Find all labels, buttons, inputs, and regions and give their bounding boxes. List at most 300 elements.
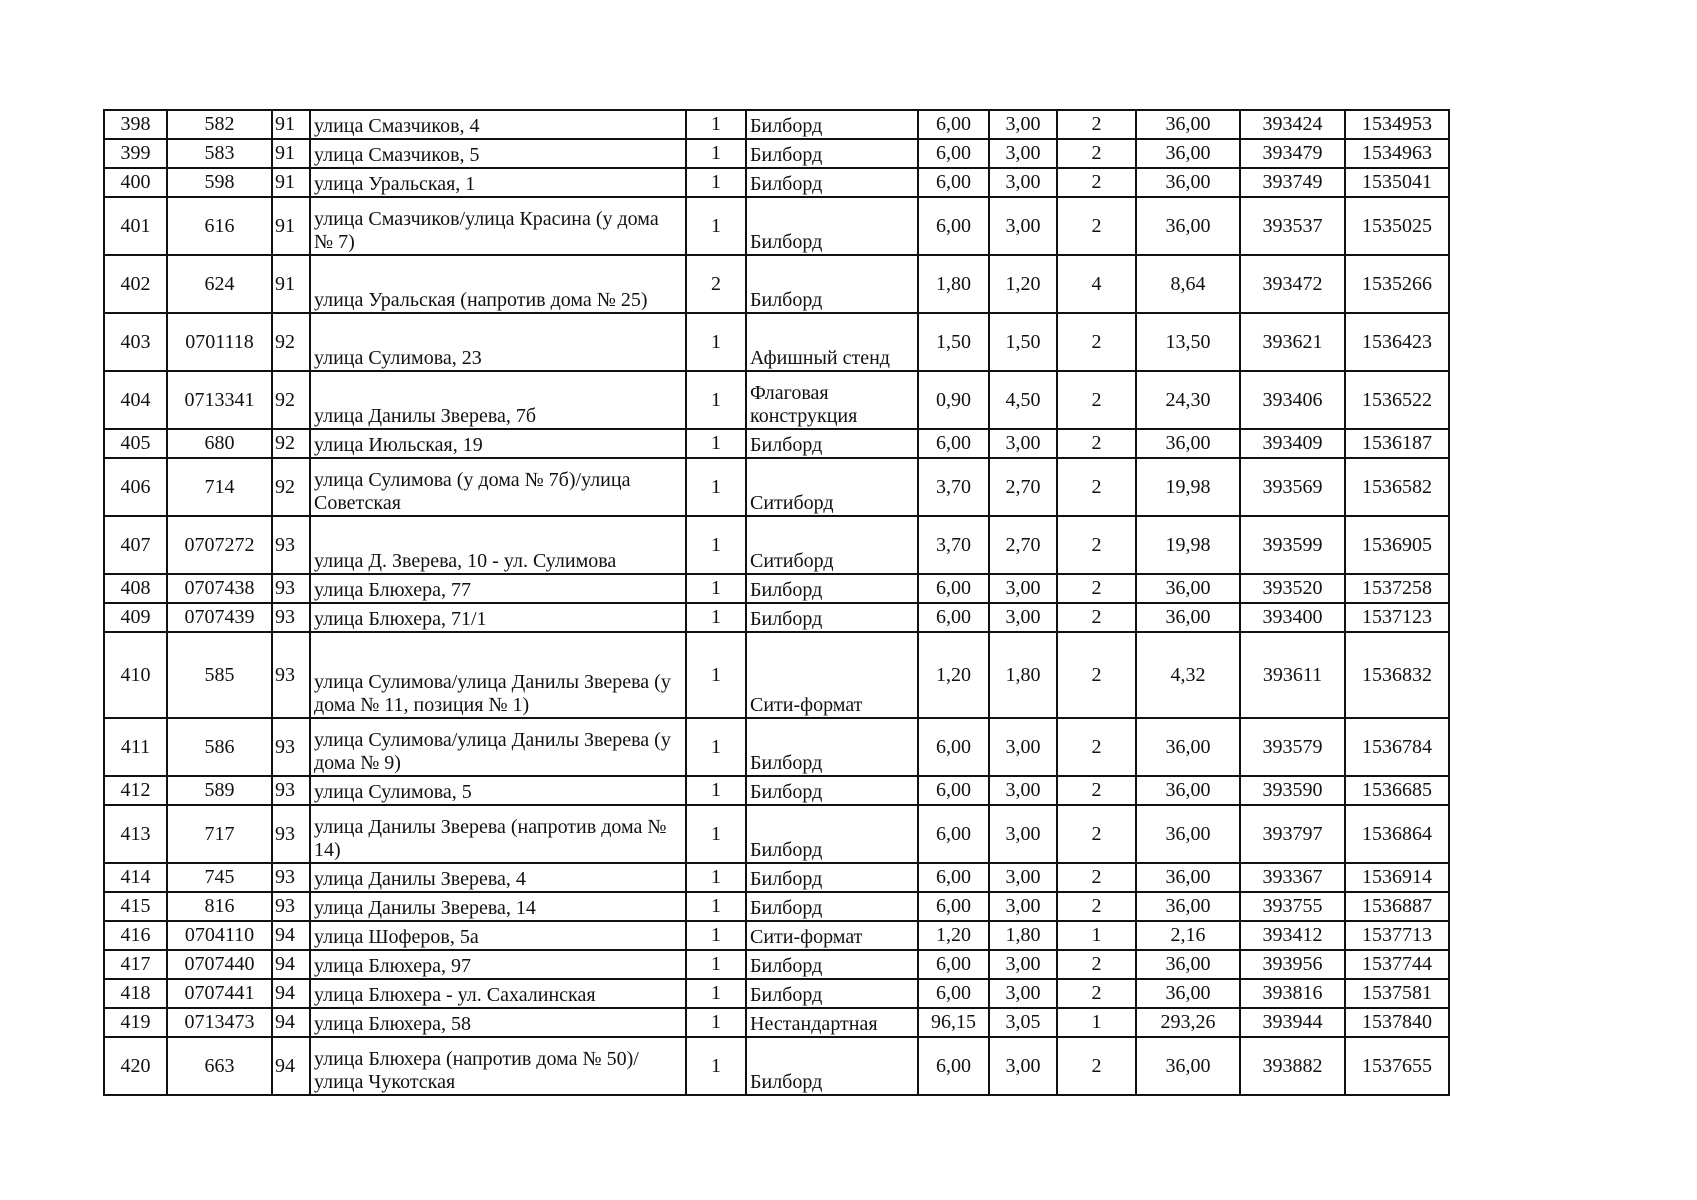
area-cell: 36,00	[1136, 110, 1240, 139]
table-row	[104, 1037, 1449, 1095]
surfaces-count-cell: 2	[1057, 458, 1136, 516]
structure-type-cell: Флаговая конструкция	[746, 371, 918, 429]
width-cell: 96,15	[918, 1008, 989, 1037]
surfaces-count-cell: 2	[1057, 110, 1136, 139]
coordinate-x-cell: 393579	[1240, 718, 1345, 776]
table-row	[104, 574, 1449, 603]
width-cell: 0,90	[918, 371, 989, 429]
district-code-cell: 93	[272, 574, 310, 603]
structure-id-cell: 0707272	[167, 516, 272, 574]
coordinate-x-cell: 393569	[1240, 458, 1345, 516]
coordinate-y-cell: 1536864	[1345, 805, 1449, 863]
height-cell: 3,00	[989, 863, 1057, 892]
area-cell: 36,00	[1136, 574, 1240, 603]
structure-type-cell: Билборд	[746, 110, 918, 139]
width-cell: 6,00	[918, 863, 989, 892]
address-cell: улица Блюхера, 58	[310, 1008, 686, 1037]
district-code-cell: 93	[272, 863, 310, 892]
coordinate-y-cell: 1537840	[1345, 1008, 1449, 1037]
table-row	[104, 603, 1449, 632]
sides-count-cell: 2	[686, 255, 746, 313]
district-code-cell: 93	[272, 776, 310, 805]
row-number-cell: 404	[104, 371, 167, 429]
structure-type-cell: Афишный стенд	[746, 313, 918, 371]
table-row	[104, 776, 1449, 805]
structure-type-cell: Билборд	[746, 255, 918, 313]
coordinate-x-cell: 393621	[1240, 313, 1345, 371]
width-cell: 6,00	[918, 892, 989, 921]
coordinate-y-cell: 1537744	[1345, 950, 1449, 979]
height-cell: 2,70	[989, 516, 1057, 574]
row-number-cell: 400	[104, 168, 167, 197]
structure-type-cell: Билборд	[746, 429, 918, 458]
structure-id-cell: 624	[167, 255, 272, 313]
address-cell: улица Смазчиков, 4	[310, 110, 686, 139]
structure-type-cell: Билборд	[746, 168, 918, 197]
surfaces-count-cell: 2	[1057, 718, 1136, 776]
table-row	[104, 458, 1449, 516]
structure-type-cell: Билборд	[746, 892, 918, 921]
coordinate-y-cell: 1536914	[1345, 863, 1449, 892]
table-row	[104, 863, 1449, 892]
address-cell: улица Сулимова/улица Данилы Зверева (у дома № 11, позиция № 1)	[310, 632, 686, 718]
structure-id-cell: 0707439	[167, 603, 272, 632]
address-cell: улица Блюхера, 97	[310, 950, 686, 979]
sides-count-cell: 1	[686, 1037, 746, 1095]
address-cell: улица Данилы Зверева, 14	[310, 892, 686, 921]
table-row	[104, 197, 1449, 255]
surfaces-count-cell: 2	[1057, 805, 1136, 863]
height-cell: 3,00	[989, 197, 1057, 255]
table-row	[104, 1008, 1449, 1037]
row-number-cell: 414	[104, 863, 167, 892]
structure-id-cell: 589	[167, 776, 272, 805]
row-number-cell: 413	[104, 805, 167, 863]
district-code-cell: 94	[272, 979, 310, 1008]
structure-type-cell: Билборд	[746, 603, 918, 632]
height-cell: 3,00	[989, 892, 1057, 921]
coordinate-x-cell: 393367	[1240, 863, 1345, 892]
height-cell: 2,70	[989, 458, 1057, 516]
table-row	[104, 371, 1449, 429]
table-row	[104, 979, 1449, 1008]
structure-id-cell: 0704110	[167, 921, 272, 950]
width-cell: 6,00	[918, 805, 989, 863]
address-cell: улица Блюхера, 71/1	[310, 603, 686, 632]
structure-type-cell: Билборд	[746, 979, 918, 1008]
coordinate-y-cell: 1536905	[1345, 516, 1449, 574]
surfaces-count-cell: 4	[1057, 255, 1136, 313]
district-code-cell: 94	[272, 1008, 310, 1037]
coordinate-x-cell: 393537	[1240, 197, 1345, 255]
sides-count-cell: 1	[686, 603, 746, 632]
width-cell: 6,00	[918, 1037, 989, 1095]
coordinate-x-cell: 393590	[1240, 776, 1345, 805]
coordinate-x-cell: 393956	[1240, 950, 1345, 979]
coordinate-y-cell: 1536522	[1345, 371, 1449, 429]
sides-count-cell: 1	[686, 979, 746, 1008]
width-cell: 6,00	[918, 429, 989, 458]
surfaces-count-cell: 2	[1057, 429, 1136, 458]
structure-type-cell: Билборд	[746, 139, 918, 168]
district-code-cell: 93	[272, 892, 310, 921]
sides-count-cell: 1	[686, 892, 746, 921]
coordinate-x-cell: 393409	[1240, 429, 1345, 458]
structure-type-cell: Билборд	[746, 805, 918, 863]
area-cell: 36,00	[1136, 429, 1240, 458]
structure-type-cell: Билборд	[746, 718, 918, 776]
area-cell: 4,32	[1136, 632, 1240, 718]
structure-id-cell: 0713341	[167, 371, 272, 429]
structure-id-cell: 745	[167, 863, 272, 892]
structure-type-cell: Сити-формат	[746, 921, 918, 950]
sides-count-cell: 1	[686, 805, 746, 863]
structure-id-cell: 714	[167, 458, 272, 516]
structure-type-cell: Ситиборд	[746, 516, 918, 574]
table-row	[104, 168, 1449, 197]
coordinate-x-cell: 393797	[1240, 805, 1345, 863]
coordinate-y-cell: 1536887	[1345, 892, 1449, 921]
surfaces-count-cell: 2	[1057, 168, 1136, 197]
width-cell: 6,00	[918, 718, 989, 776]
structure-id-cell: 585	[167, 632, 272, 718]
area-cell: 36,00	[1136, 1037, 1240, 1095]
sides-count-cell: 1	[686, 429, 746, 458]
area-cell: 36,00	[1136, 718, 1240, 776]
structure-id-cell: 680	[167, 429, 272, 458]
row-number-cell: 409	[104, 603, 167, 632]
width-cell: 6,00	[918, 110, 989, 139]
table-row	[104, 516, 1449, 574]
district-code-cell: 91	[272, 139, 310, 168]
district-code-cell: 91	[272, 255, 310, 313]
surfaces-count-cell: 2	[1057, 979, 1136, 1008]
surfaces-count-cell: 2	[1057, 197, 1136, 255]
height-cell: 3,00	[989, 574, 1057, 603]
row-number-cell: 412	[104, 776, 167, 805]
width-cell: 3,70	[918, 516, 989, 574]
coordinate-x-cell: 393944	[1240, 1008, 1345, 1037]
surfaces-count-cell: 2	[1057, 950, 1136, 979]
width-cell: 6,00	[918, 197, 989, 255]
width-cell: 3,70	[918, 458, 989, 516]
sides-count-cell: 1	[686, 1008, 746, 1037]
area-cell: 293,26	[1136, 1008, 1240, 1037]
address-cell: улица Сулимова, 5	[310, 776, 686, 805]
surfaces-count-cell: 2	[1057, 892, 1136, 921]
structure-id-cell: 583	[167, 139, 272, 168]
structure-type-cell: Билборд	[746, 197, 918, 255]
sides-count-cell: 1	[686, 632, 746, 718]
table-row	[104, 892, 1449, 921]
sides-count-cell: 1	[686, 371, 746, 429]
district-code-cell: 94	[272, 950, 310, 979]
table-row	[104, 921, 1449, 950]
height-cell: 1,20	[989, 255, 1057, 313]
coordinate-x-cell: 393400	[1240, 603, 1345, 632]
structure-type-cell: Билборд	[746, 863, 918, 892]
area-cell: 19,98	[1136, 516, 1240, 574]
structure-id-cell: 0701118	[167, 313, 272, 371]
area-cell: 36,00	[1136, 168, 1240, 197]
row-number-cell: 418	[104, 979, 167, 1008]
height-cell: 3,00	[989, 805, 1057, 863]
structure-type-cell: Билборд	[746, 776, 918, 805]
district-code-cell: 93	[272, 516, 310, 574]
address-cell: улица Смазчиков/улица Красина (у дома № 7)	[310, 197, 686, 255]
width-cell: 1,50	[918, 313, 989, 371]
district-code-cell: 93	[272, 632, 310, 718]
row-number-cell: 403	[104, 313, 167, 371]
row-number-cell: 399	[104, 139, 167, 168]
sides-count-cell: 1	[686, 313, 746, 371]
surfaces-count-cell: 2	[1057, 574, 1136, 603]
area-cell: 8,64	[1136, 255, 1240, 313]
height-cell: 3,05	[989, 1008, 1057, 1037]
area-cell: 2,16	[1136, 921, 1240, 950]
width-cell: 6,00	[918, 776, 989, 805]
district-code-cell: 94	[272, 1037, 310, 1095]
height-cell: 3,00	[989, 139, 1057, 168]
address-cell: улица Блюхера, 77	[310, 574, 686, 603]
area-cell: 36,00	[1136, 776, 1240, 805]
surfaces-count-cell: 2	[1057, 603, 1136, 632]
district-code-cell: 91	[272, 110, 310, 139]
district-code-cell: 92	[272, 458, 310, 516]
area-cell: 36,00	[1136, 892, 1240, 921]
area-cell: 36,00	[1136, 603, 1240, 632]
structure-id-cell: 586	[167, 718, 272, 776]
surfaces-count-cell: 2	[1057, 1037, 1136, 1095]
coordinate-x-cell: 393520	[1240, 574, 1345, 603]
width-cell: 1,20	[918, 921, 989, 950]
sides-count-cell: 1	[686, 110, 746, 139]
structure-type-cell: Сити-формат	[746, 632, 918, 718]
structure-id-cell: 816	[167, 892, 272, 921]
surfaces-count-cell: 2	[1057, 139, 1136, 168]
area-cell: 13,50	[1136, 313, 1240, 371]
coordinate-y-cell: 1536423	[1345, 313, 1449, 371]
width-cell: 6,00	[918, 139, 989, 168]
address-cell: улица Блюхера - ул. Сахалинская	[310, 979, 686, 1008]
row-number-cell: 402	[104, 255, 167, 313]
coordinate-y-cell: 1536685	[1345, 776, 1449, 805]
row-number-cell: 406	[104, 458, 167, 516]
area-cell: 19,98	[1136, 458, 1240, 516]
table-row	[104, 950, 1449, 979]
advertising-structures-table	[103, 109, 1450, 1096]
row-number-cell: 417	[104, 950, 167, 979]
surfaces-count-cell: 2	[1057, 313, 1136, 371]
sides-count-cell: 1	[686, 718, 746, 776]
row-number-cell: 401	[104, 197, 167, 255]
structure-id-cell: 0713473	[167, 1008, 272, 1037]
surfaces-count-cell: 2	[1057, 371, 1136, 429]
height-cell: 3,00	[989, 168, 1057, 197]
coordinate-y-cell: 1536187	[1345, 429, 1449, 458]
district-code-cell: 91	[272, 168, 310, 197]
sides-count-cell: 1	[686, 863, 746, 892]
structure-type-cell: Ситиборд	[746, 458, 918, 516]
row-number-cell: 415	[104, 892, 167, 921]
address-cell: улица Д. Зверева, 10 - ул. Сулимова	[310, 516, 686, 574]
height-cell: 3,00	[989, 950, 1057, 979]
address-cell: улица Данилы Зверева (напротив дома № 14)	[310, 805, 686, 863]
width-cell: 6,00	[918, 168, 989, 197]
width-cell: 1,80	[918, 255, 989, 313]
coordinate-y-cell: 1537713	[1345, 921, 1449, 950]
address-cell: улица Блюхера (напротив дома № 50)/ улица Чукотская	[310, 1037, 686, 1095]
table-body	[104, 110, 1449, 1095]
address-cell: улица Уральская (напротив дома № 25)	[310, 255, 686, 313]
width-cell: 6,00	[918, 574, 989, 603]
coordinate-x-cell: 393424	[1240, 110, 1345, 139]
structure-type-cell: Билборд	[746, 950, 918, 979]
coordinate-x-cell: 393472	[1240, 255, 1345, 313]
structure-id-cell: 598	[167, 168, 272, 197]
coordinate-y-cell: 1536784	[1345, 718, 1449, 776]
width-cell: 6,00	[918, 603, 989, 632]
table-row	[104, 313, 1449, 371]
coordinate-y-cell: 1536832	[1345, 632, 1449, 718]
row-number-cell: 416	[104, 921, 167, 950]
address-cell: улица Данилы Зверева, 4	[310, 863, 686, 892]
surfaces-count-cell: 1	[1057, 1008, 1136, 1037]
district-code-cell: 92	[272, 313, 310, 371]
district-code-cell: 93	[272, 603, 310, 632]
structure-id-cell: 616	[167, 197, 272, 255]
table-row	[104, 429, 1449, 458]
row-number-cell: 419	[104, 1008, 167, 1037]
row-number-cell: 407	[104, 516, 167, 574]
table-row	[104, 255, 1449, 313]
height-cell: 1,50	[989, 313, 1057, 371]
address-cell: улица Сулимова (у дома № 7б)/улица Советская	[310, 458, 686, 516]
sides-count-cell: 1	[686, 458, 746, 516]
coordinate-y-cell: 1536582	[1345, 458, 1449, 516]
sides-count-cell: 1	[686, 516, 746, 574]
area-cell: 36,00	[1136, 805, 1240, 863]
coordinate-y-cell: 1535041	[1345, 168, 1449, 197]
address-cell: улица Уральская, 1	[310, 168, 686, 197]
address-cell: улица Данилы Зверева, 7б	[310, 371, 686, 429]
district-code-cell: 93	[272, 805, 310, 863]
address-cell: улица Июльская, 19	[310, 429, 686, 458]
sides-count-cell: 1	[686, 921, 746, 950]
coordinate-x-cell: 393882	[1240, 1037, 1345, 1095]
surfaces-count-cell: 2	[1057, 516, 1136, 574]
table-row	[104, 805, 1449, 863]
coordinate-x-cell: 393749	[1240, 168, 1345, 197]
sides-count-cell: 1	[686, 950, 746, 979]
structure-id-cell: 663	[167, 1037, 272, 1095]
address-cell: улица Шоферов, 5а	[310, 921, 686, 950]
surfaces-count-cell: 1	[1057, 921, 1136, 950]
district-code-cell: 92	[272, 371, 310, 429]
row-number-cell: 420	[104, 1037, 167, 1095]
structure-id-cell: 717	[167, 805, 272, 863]
coordinate-y-cell: 1537581	[1345, 979, 1449, 1008]
width-cell: 6,00	[918, 979, 989, 1008]
area-cell: 36,00	[1136, 979, 1240, 1008]
coordinate-y-cell: 1535266	[1345, 255, 1449, 313]
coordinate-x-cell: 393412	[1240, 921, 1345, 950]
height-cell: 3,00	[989, 718, 1057, 776]
coordinate-x-cell: 393755	[1240, 892, 1345, 921]
row-number-cell: 408	[104, 574, 167, 603]
sides-count-cell: 1	[686, 139, 746, 168]
height-cell: 3,00	[989, 603, 1057, 632]
coordinate-x-cell: 393611	[1240, 632, 1345, 718]
row-number-cell: 398	[104, 110, 167, 139]
address-cell: улица Сулимова/улица Данилы Зверева (у дома № 9)	[310, 718, 686, 776]
structure-type-cell: Нестандартная	[746, 1008, 918, 1037]
area-cell: 36,00	[1136, 197, 1240, 255]
table-row	[104, 139, 1449, 168]
height-cell: 3,00	[989, 1037, 1057, 1095]
height-cell: 1,80	[989, 921, 1057, 950]
coordinate-y-cell: 1537655	[1345, 1037, 1449, 1095]
sides-count-cell: 1	[686, 197, 746, 255]
height-cell: 3,00	[989, 110, 1057, 139]
coordinate-y-cell: 1537258	[1345, 574, 1449, 603]
height-cell: 3,00	[989, 429, 1057, 458]
structure-type-cell: Билборд	[746, 1037, 918, 1095]
height-cell: 1,80	[989, 632, 1057, 718]
coordinate-x-cell: 393406	[1240, 371, 1345, 429]
height-cell: 3,00	[989, 979, 1057, 1008]
district-code-cell: 93	[272, 718, 310, 776]
coordinate-x-cell: 393599	[1240, 516, 1345, 574]
row-number-cell: 405	[104, 429, 167, 458]
address-cell: улица Смазчиков, 5	[310, 139, 686, 168]
structure-id-cell: 0707438	[167, 574, 272, 603]
district-code-cell: 91	[272, 197, 310, 255]
district-code-cell: 94	[272, 921, 310, 950]
row-number-cell: 411	[104, 718, 167, 776]
coordinate-x-cell: 393816	[1240, 979, 1345, 1008]
table-row	[104, 718, 1449, 776]
area-cell: 36,00	[1136, 139, 1240, 168]
width-cell: 1,20	[918, 632, 989, 718]
table-row	[104, 632, 1449, 718]
structure-id-cell: 0707440	[167, 950, 272, 979]
table-row	[104, 110, 1449, 139]
surfaces-count-cell: 2	[1057, 632, 1136, 718]
structure-type-cell: Билборд	[746, 574, 918, 603]
coordinate-x-cell: 393479	[1240, 139, 1345, 168]
height-cell: 3,00	[989, 776, 1057, 805]
surfaces-count-cell: 2	[1057, 776, 1136, 805]
coordinate-y-cell: 1535025	[1345, 197, 1449, 255]
coordinate-y-cell: 1534953	[1345, 110, 1449, 139]
surfaces-count-cell: 2	[1057, 863, 1136, 892]
sides-count-cell: 1	[686, 574, 746, 603]
structure-id-cell: 0707441	[167, 979, 272, 1008]
structure-id-cell: 582	[167, 110, 272, 139]
coordinate-y-cell: 1534963	[1345, 139, 1449, 168]
address-cell: улица Сулимова, 23	[310, 313, 686, 371]
height-cell: 4,50	[989, 371, 1057, 429]
width-cell: 6,00	[918, 950, 989, 979]
area-cell: 24,30	[1136, 371, 1240, 429]
sides-count-cell: 1	[686, 168, 746, 197]
coordinate-y-cell: 1537123	[1345, 603, 1449, 632]
row-number-cell: 410	[104, 632, 167, 718]
district-code-cell: 92	[272, 429, 310, 458]
area-cell: 36,00	[1136, 950, 1240, 979]
area-cell: 36,00	[1136, 863, 1240, 892]
